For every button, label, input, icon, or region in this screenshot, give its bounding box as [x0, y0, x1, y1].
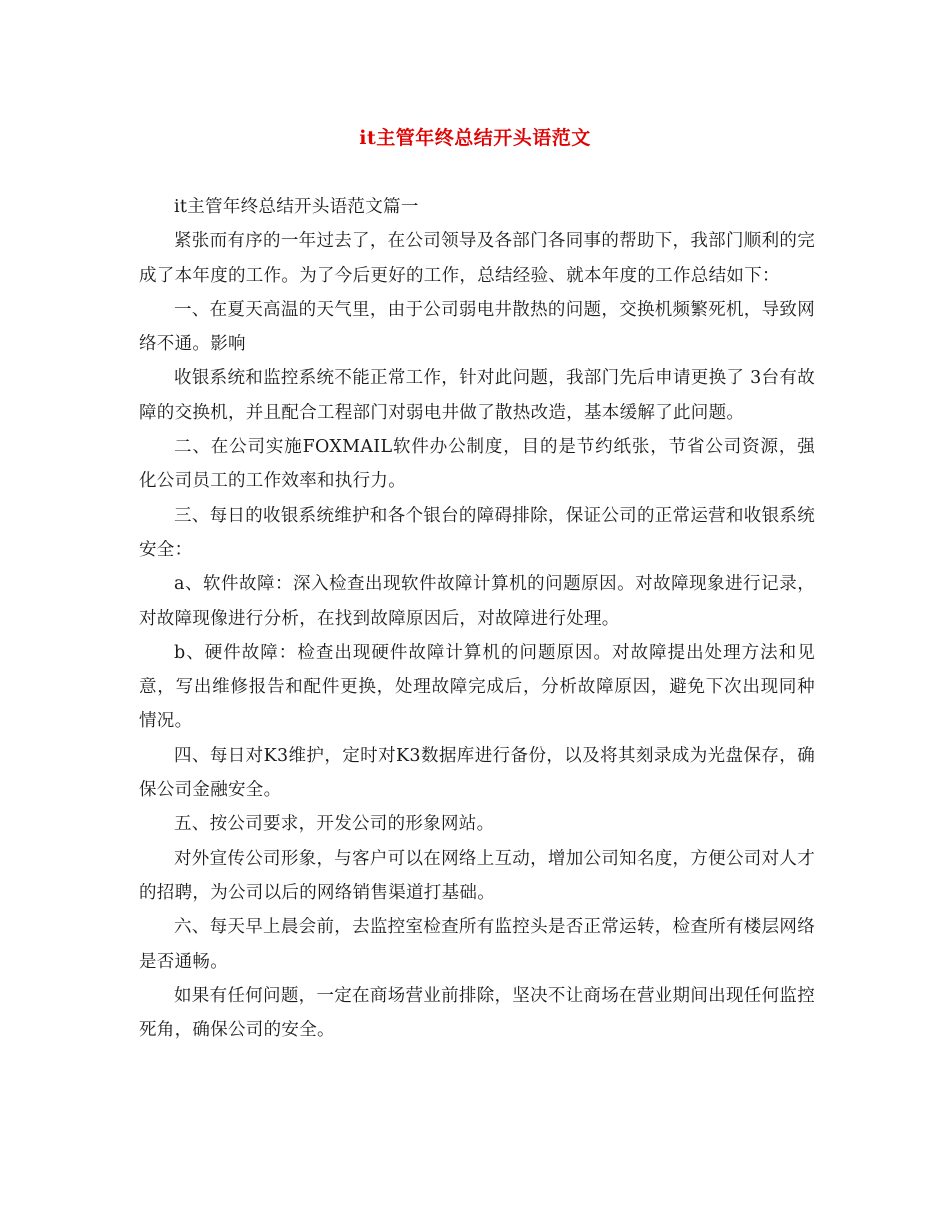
paragraph-item-1: 一、在夏天高温的天气里，由于公司弱电井散热的问题，交换机频繁死机，导致网络不通。影响	[139, 299, 815, 355]
paragraph-item-6: 六、每天早上晨会前，去监控室检查所有监控头是否正常运转，检查所有楼层网络是否通畅。	[139, 917, 815, 972]
section-heading: it主管年终总结开头语范文篇一	[174, 197, 419, 217]
paragraph-item-6-continued: 如果有任何问题，一定在商场营业前排除，坚决不让商场在营业期间出现任何监控死角，确保公司的安全。	[139, 985, 815, 1041]
paragraph-item-3: 三、每日的收银系统维护和各个银台的障碍排除，保证公司的正常运营和收银系统安全：	[139, 505, 815, 560]
paragraph-item-2: 二、在公司实施FOXMAIL软件办公制度，目的是节约纸张，节省公司资源，强化公司员工的工作效率和执行力。	[139, 437, 815, 492]
paragraph-item-5: 五、按公司要求，开发公司的形象网站。	[174, 814, 495, 835]
paragraph-item-4: 四、每日对K3维护，定时对K3数据库进行备份，以及将其刻录成为光盘保存，确保公司金融安全。	[139, 745, 815, 801]
paragraph-item-1-continued: 收银系统和监控系统不能正常工作，针对此问题，我部门先后申请更换了 3台有故障的交换机，并且配合工程部门对弱电井做了散热改造，基本缓解了此问题。	[139, 368, 815, 423]
paragraph-item-3b: b、硬件故障：检查出现硬件故障计算机的问题原因。对故障提出处理方法和见意，写出维修报告和配件更换，处理故障完成后，分析故障原因，避免下次出现同种情况。	[139, 642, 815, 732]
paragraph-item-5-continued: 对外宣传公司形象，与客户可以在网络上互动，增加公司知名度，方便公司对人才的招聘，为公司以后的网络销售渠道打基础。	[139, 848, 815, 903]
paragraph-intro: 紧张而有序的一年过去了，在公司领导及各部门各同事的帮助下，我部门顺利的完成了本年度的工作。为了今后更好的工作，总结经验、就本年度的工作总结如下：	[139, 231, 815, 286]
document-body	[139, 190, 815, 1047]
document-title: it主管年终总结开头语范文	[359, 127, 591, 149]
paragraph-item-3a: a、软件故障：深入检查出现软件故障计算机的问题原因。对故障现象进行记录，对故障现像进行分析，在找到故障原因后，对故障进行处理。	[139, 574, 815, 629]
